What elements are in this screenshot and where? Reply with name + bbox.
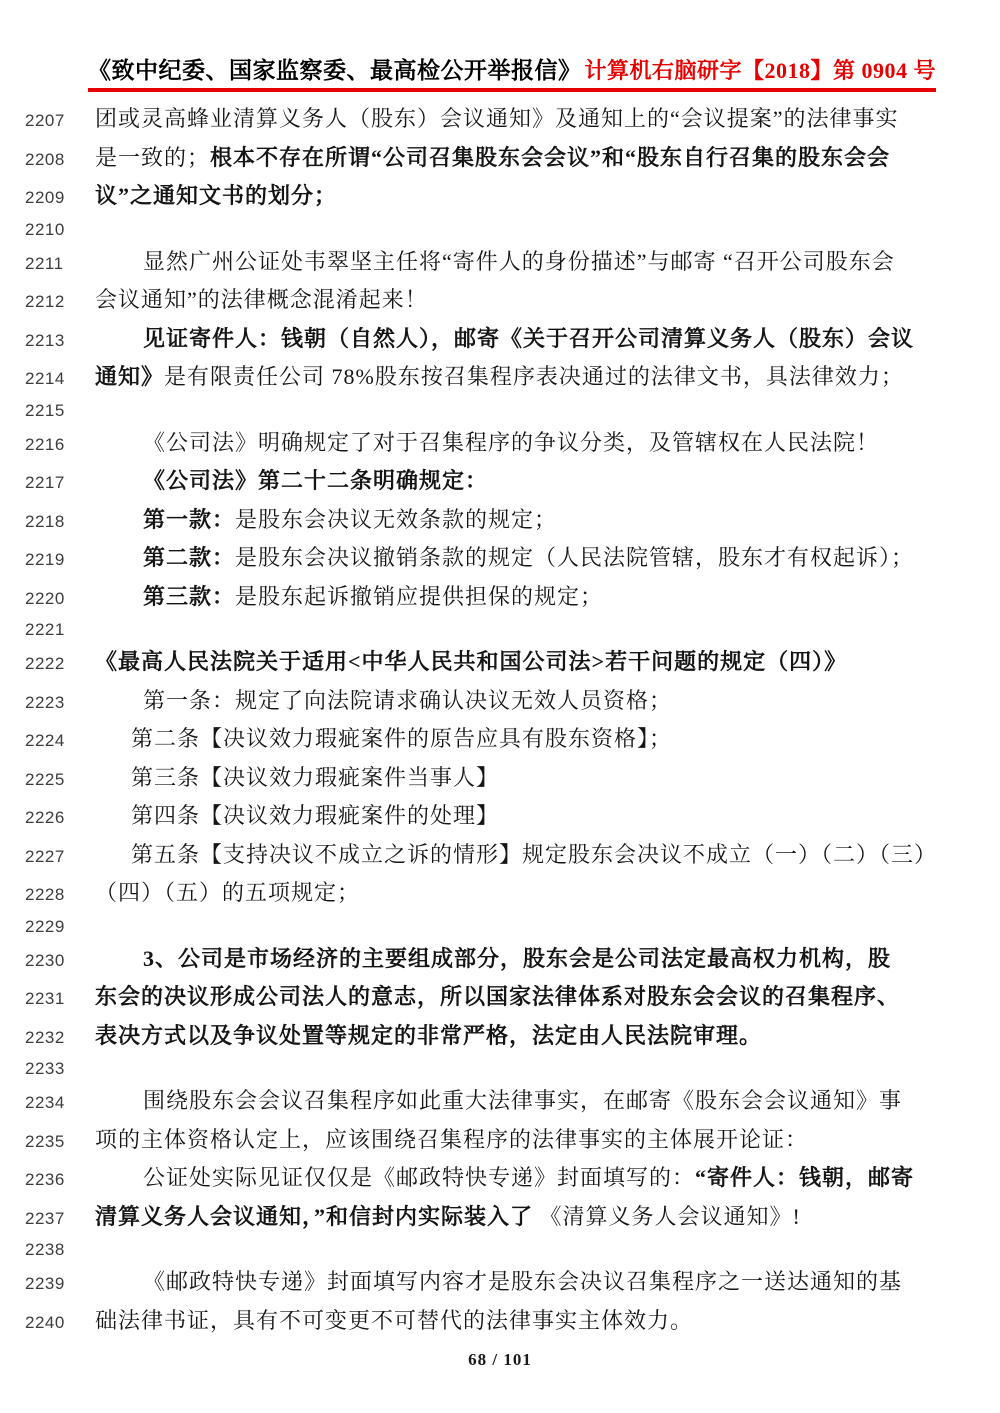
line-number: 2237 [25, 1208, 65, 1228]
document-line [25, 874, 975, 913]
line-number: 2221 [25, 620, 65, 639]
text-segment: 公证处实际见证仅仅是《邮政特快专递》封面填写的： [143, 1165, 696, 1190]
line-number: 2232 [25, 1027, 65, 1047]
page-footer [0, 1350, 1000, 1370]
text-segment: 《公司法》明确规定了对于召集程序的争议分类，及管辖权在人民法院！ [143, 429, 880, 455]
line-number: 2212 [25, 292, 65, 311]
line-text [95, 501, 557, 540]
document-line [25, 1263, 975, 1302]
line-number: 2211 [25, 253, 64, 273]
page-indicator: 68 / 101 [468, 1350, 532, 1369]
text-segment: 是有限责任公司 78%股东按召集程序表决通过的法律文书，具法律效力； [164, 364, 904, 389]
line-number: 2239 [25, 1274, 65, 1293]
text-segment: 是一致的； [95, 144, 211, 170]
document-line [25, 913, 975, 940]
line-text [95, 1082, 902, 1121]
line-number: 2219 [25, 550, 65, 569]
text-segment: 会议通知”的法律概念混淆起来！ [95, 287, 428, 312]
page-header [88, 52, 936, 85]
line-number: 2208 [25, 149, 65, 169]
line-text [95, 720, 672, 759]
text-segment: 团或灵高蜂业清算义务人（股东）会议通知》及通知上的“会议提案”的法律事实 [95, 106, 899, 131]
line-text [95, 874, 360, 913]
bold-text-segment: “寄件人：钱朝，邮寄 [695, 1165, 915, 1190]
document-line [25, 1159, 975, 1198]
line-number: 2210 [25, 219, 65, 239]
line-number: 2213 [25, 330, 65, 350]
document-line [25, 397, 975, 424]
document-line [25, 100, 975, 139]
text-segment: 《邮政特快专递》封面填写内容才是股东会决议召集程序之一送达通知的基 [143, 1269, 903, 1294]
document-line [25, 216, 975, 243]
text-segment: 第二条【决议效力瑕疵案件的原告应具有股东资格】； [131, 726, 673, 751]
document-line [25, 1121, 975, 1160]
document-line [25, 281, 975, 320]
line-text [95, 100, 899, 139]
line-number: 2216 [25, 434, 65, 454]
line-text [95, 320, 914, 359]
line-number: 2236 [25, 1170, 65, 1189]
line-text [95, 940, 891, 979]
line-text [95, 539, 914, 578]
line-number: 2207 [25, 111, 65, 130]
text-segment: 《清算义务人会议通知》! [533, 1203, 801, 1229]
bold-text-segment: 根本不存在所谓“公司召集股东会会议”和“股东自行召集的股东会会 [210, 144, 891, 170]
line-number: 2226 [25, 808, 65, 827]
line-text [95, 797, 499, 836]
line-number: 2228 [25, 885, 65, 904]
line-number: 2209 [25, 188, 65, 207]
text-segment: 础法律书证，具有不可变更不可替代的法律事实主体效力。 [95, 1307, 694, 1333]
document-line [25, 320, 975, 359]
line-number: 2222 [25, 654, 65, 673]
bold-text-segment: 见证寄件人：钱朝（自然人），邮寄《关于召开公司清算义务人（股东）会议 [143, 325, 915, 351]
line-number: 2225 [25, 769, 65, 789]
document-line [25, 978, 975, 1017]
bold-text-segment: 通知》 [95, 364, 165, 389]
line-number: 2224 [25, 731, 65, 750]
text-segment: 是股东会决议无效条款的规定； [235, 506, 558, 532]
line-text [95, 759, 499, 798]
line-number: 2229 [25, 916, 65, 936]
document-line [25, 1236, 975, 1263]
line-number: 2231 [25, 989, 65, 1008]
bold-text-segment: 议”之通知文书的划分； [95, 183, 338, 208]
line-text [95, 462, 488, 501]
line-number: 2227 [25, 846, 65, 866]
text-segment: 显然广州公证处韦翠坚主任将“寄件人的身份描述”与邮寄 “召开公司股东会 [143, 248, 895, 274]
line-text [95, 1159, 914, 1198]
document-line [25, 1302, 975, 1341]
document-line [25, 139, 975, 178]
document-line [25, 643, 975, 682]
document-line [25, 358, 975, 397]
line-number: 2223 [25, 692, 65, 712]
text-segment: 是股东会决议撤销条款的规定（人民法院管辖，股东才有权起诉）； [235, 545, 915, 570]
line-number: 2238 [25, 1240, 65, 1259]
document-line [25, 462, 975, 501]
bold-text-segment: 第一款： [143, 506, 236, 532]
bold-text-segment: 清算义务人会议通知，”和信封内实际装入了 [95, 1203, 534, 1229]
line-text [95, 578, 603, 617]
line-text [95, 978, 900, 1017]
line-text [95, 243, 895, 282]
text-segment: （四）（五）的五项规定； [95, 880, 361, 905]
text-segment: 第四条【决议效力瑕疵案件的处理】 [131, 803, 500, 828]
line-text [95, 643, 847, 682]
document-body [25, 100, 975, 1340]
line-text [95, 139, 890, 178]
document-line [25, 720, 975, 759]
document-line [25, 682, 975, 721]
line-text [95, 682, 672, 721]
line-number: 2220 [25, 588, 65, 608]
document-line [25, 243, 975, 282]
line-number: 2215 [25, 400, 65, 420]
text-segment: 是股东起诉撤销应提供担保的规定； [235, 583, 604, 609]
text-segment: 第三条【决议效力瑕疵案件当事人】 [131, 764, 500, 790]
document-line [25, 940, 975, 979]
line-number: 2218 [25, 511, 65, 531]
line-number: 2233 [25, 1059, 65, 1078]
line-number: 2230 [25, 950, 65, 970]
line-text [95, 281, 428, 320]
document-line [25, 759, 975, 798]
document-line [25, 797, 975, 836]
line-number: 2214 [25, 369, 65, 388]
text-segment: 围绕股东会会议召集程序如此重大法律事实，在邮寄《股东会会议通知》事 [143, 1088, 903, 1113]
text-segment: 项的主体资格认定上，应该围绕召集程序的法律事实的主体展开论证： [95, 1126, 809, 1152]
header-divider-rule [88, 88, 936, 92]
document-line [25, 539, 975, 578]
document-title: 《致中纪委、国家监察委、最高检公开举报信》 [88, 58, 582, 83]
document-number: 计算机右脑研字【2018】第 0904 号 [584, 58, 936, 83]
bold-text-segment: 表决方式以及争议处置等规定的非常严格，法定由人民法院审理。 [95, 1022, 763, 1048]
line-number: 2240 [25, 1312, 65, 1332]
document-line [25, 836, 975, 875]
document-line [25, 1017, 975, 1056]
bold-text-segment: 第三款： [143, 583, 236, 609]
line-number: 2217 [25, 473, 65, 492]
line-text [95, 1198, 801, 1237]
bold-text-segment: 3、公司是市场经济的主要组成部分，股东会是公司法定最高权力机构，股 [143, 945, 892, 971]
line-text [95, 177, 337, 216]
line-text [95, 1263, 902, 1302]
document-line [25, 578, 975, 617]
text-segment: 第五条【支持决议不成立之诉的情形】规定股东会决议不成立（一）（二）（三） [131, 841, 938, 867]
line-text [95, 1302, 693, 1341]
line-text [95, 1017, 762, 1056]
document-line [25, 1082, 975, 1121]
line-text [95, 836, 937, 875]
line-text [95, 358, 904, 397]
bold-text-segment: 东会的决议形成公司法人的意志，所以国家法律体系对股东会会议的召集程序、 [95, 984, 901, 1009]
document-line [25, 501, 975, 540]
line-text [95, 424, 879, 463]
document-line [25, 424, 975, 463]
document-line [25, 1198, 975, 1237]
bold-text-segment: 《公司法》第二十二条明确规定： [143, 468, 489, 493]
bold-text-segment: 《最高人民法院关于适用<中华人民共和国公司法>若干问题的规定（四）》 [95, 649, 848, 674]
document-line [25, 616, 975, 643]
line-number: 2235 [25, 1131, 65, 1151]
line-number: 2234 [25, 1093, 65, 1112]
bold-text-segment: 第二款： [143, 545, 236, 570]
document-line [25, 177, 975, 216]
document-line [25, 1055, 975, 1082]
text-segment: 第一条：规定了向法院请求确认决议无效人员资格； [143, 687, 673, 713]
line-text [95, 1121, 808, 1160]
